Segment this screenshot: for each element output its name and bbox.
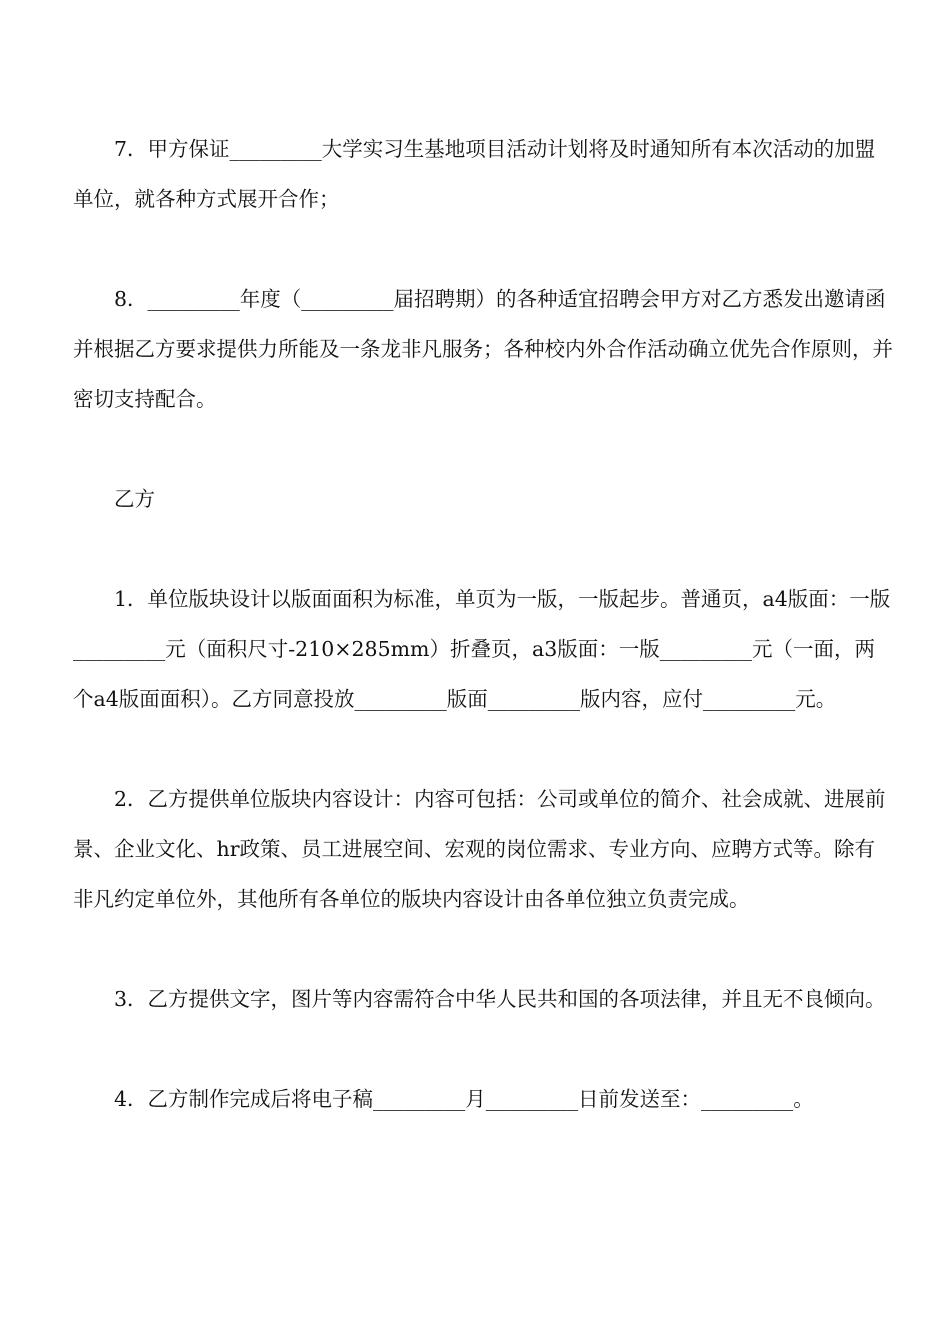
party-b-clause-3: 3．乙方提供文字，图片等内容需符合中华人民共和国的各项法律，并且无不良倾向。 — [114, 987, 886, 1011]
party-b-clause-1: 1．单位版块设计以版面面积为标准，单页为一版，一版起步。普通页，a4版面：一版_________元（面积尺寸-210×285mm）折叠页，a3版面：一版_________元（一面，两个a4版面面积）。乙方同意投放_________版面_________版内容，应付_________元。 — [73, 587, 891, 711]
clause-7: 7．甲方保证_________大学实习生基地项目活动计划将及时通知所有本次活动的加盟单位，就各种方式展开合作； — [73, 137, 876, 211]
party-b-clause-4: 4．乙方制作完成后将电子稿_________月_________日前发送至：_________。 — [114, 1087, 814, 1111]
party-b-clause-2: 2．乙方提供单位版块内容设计：内容可包括：公司或单位的简介、社会成就、进展前景、企业文化、hr政策、员工进展空间、宏观的岗位需求、专业方向、应聘方式等。除有非凡约定单位外，其他所有各单位的版块内容设计由各单位独立负责完成。 — [73, 787, 886, 911]
clause-8: 8．_________年度（_________届招聘期）的各种适宜招聘会甲方对乙方悉发出邀请函并根据乙方要求提供力所能及一条龙非凡服务；各种校内外合作活动确立优先合作原则，并密切支持配合。 — [73, 287, 893, 411]
document-body — [73, 124, 893, 1124]
party-b-heading: 乙方 — [114, 487, 155, 511]
